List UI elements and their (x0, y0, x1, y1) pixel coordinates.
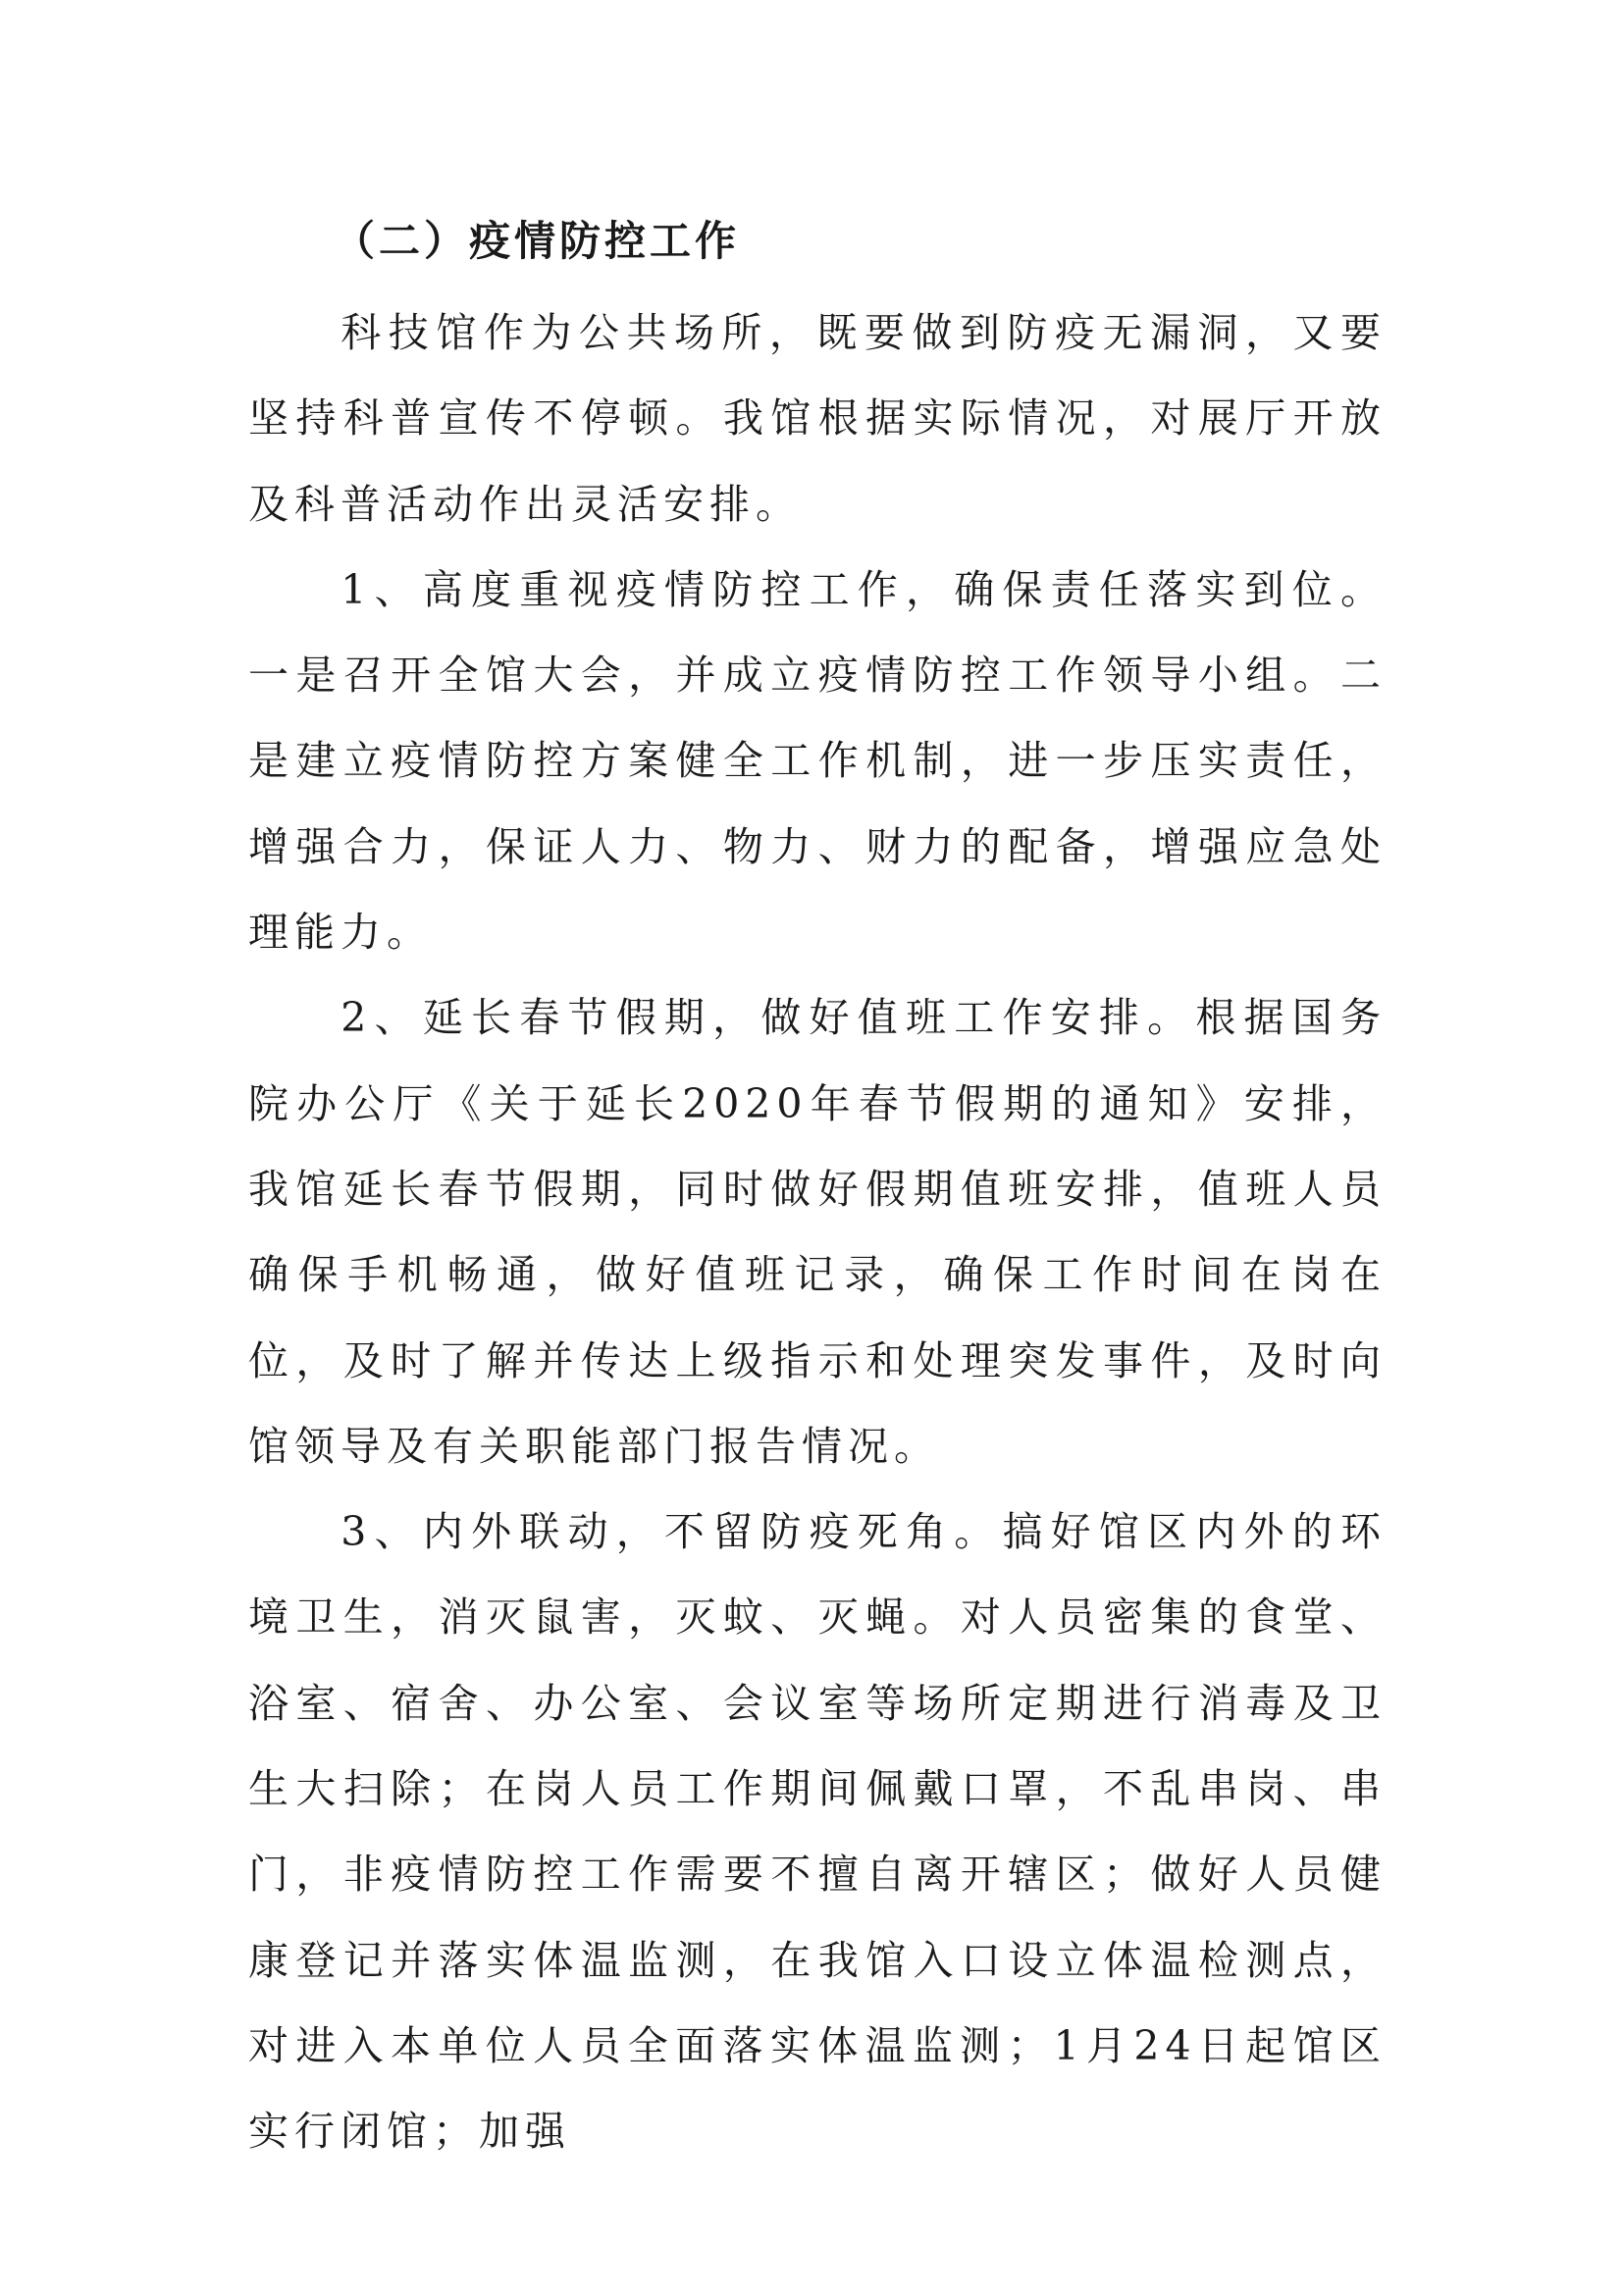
paragraph-item-1: 1、高度重视疫情防控工作，确保责任落实到位。一是召开全馆大会，并成立疫情防控工作领导小组。二是建立疫情防控方案健全工作机制，进一步压实责任，增强合力，保证人力、物力、财力的配备，增强应急处理能力。 (248, 565, 1387, 957)
section-heading: （二）疫情防控工作 (334, 217, 741, 265)
paragraph-item-2: 2、延长春节假期，做好值班工作安排。根据国务院办公厅《关于延长2020年春节假期的通知》安排，我馆延长春节假期，同时做好假期值班安排，值班人员确保手机畅通，做好值班记录，确保工作时间在岗在位，及时了解并传达上级指示和处理突发事件，及时向馆领导及有关职能部门报告情况。 (248, 994, 1387, 1470)
paragraph-intro: 科技馆作为公共场所，既要做到防疫无漏洞，又要坚持科普宣传不停顿。我馆根据实际情况，对展厅开放及科普活动作出灵活安排。 (248, 309, 1387, 528)
body-text (248, 290, 1387, 2175)
paragraph-item-3: 3、内外联动，不留防疫死角。搞好馆区内外的环境卫生，消灭鼠害，灭蚊、灭蝇。对人员密集的食堂、浴室、宿舍、办公室、会议室等场所定期进行消毒及卫生大扫除；在岗人员工作期间佩戴口罩，不乱串岗、串门，非疫情防控工作需要不擅自离开辖区；做好人员健康登记并落实体温监测，在我馆入口设立体温检测点，对进入本单位人员全面落实体温监测；1月24日起馆区实行闭馆；加强 (248, 1508, 1387, 2156)
